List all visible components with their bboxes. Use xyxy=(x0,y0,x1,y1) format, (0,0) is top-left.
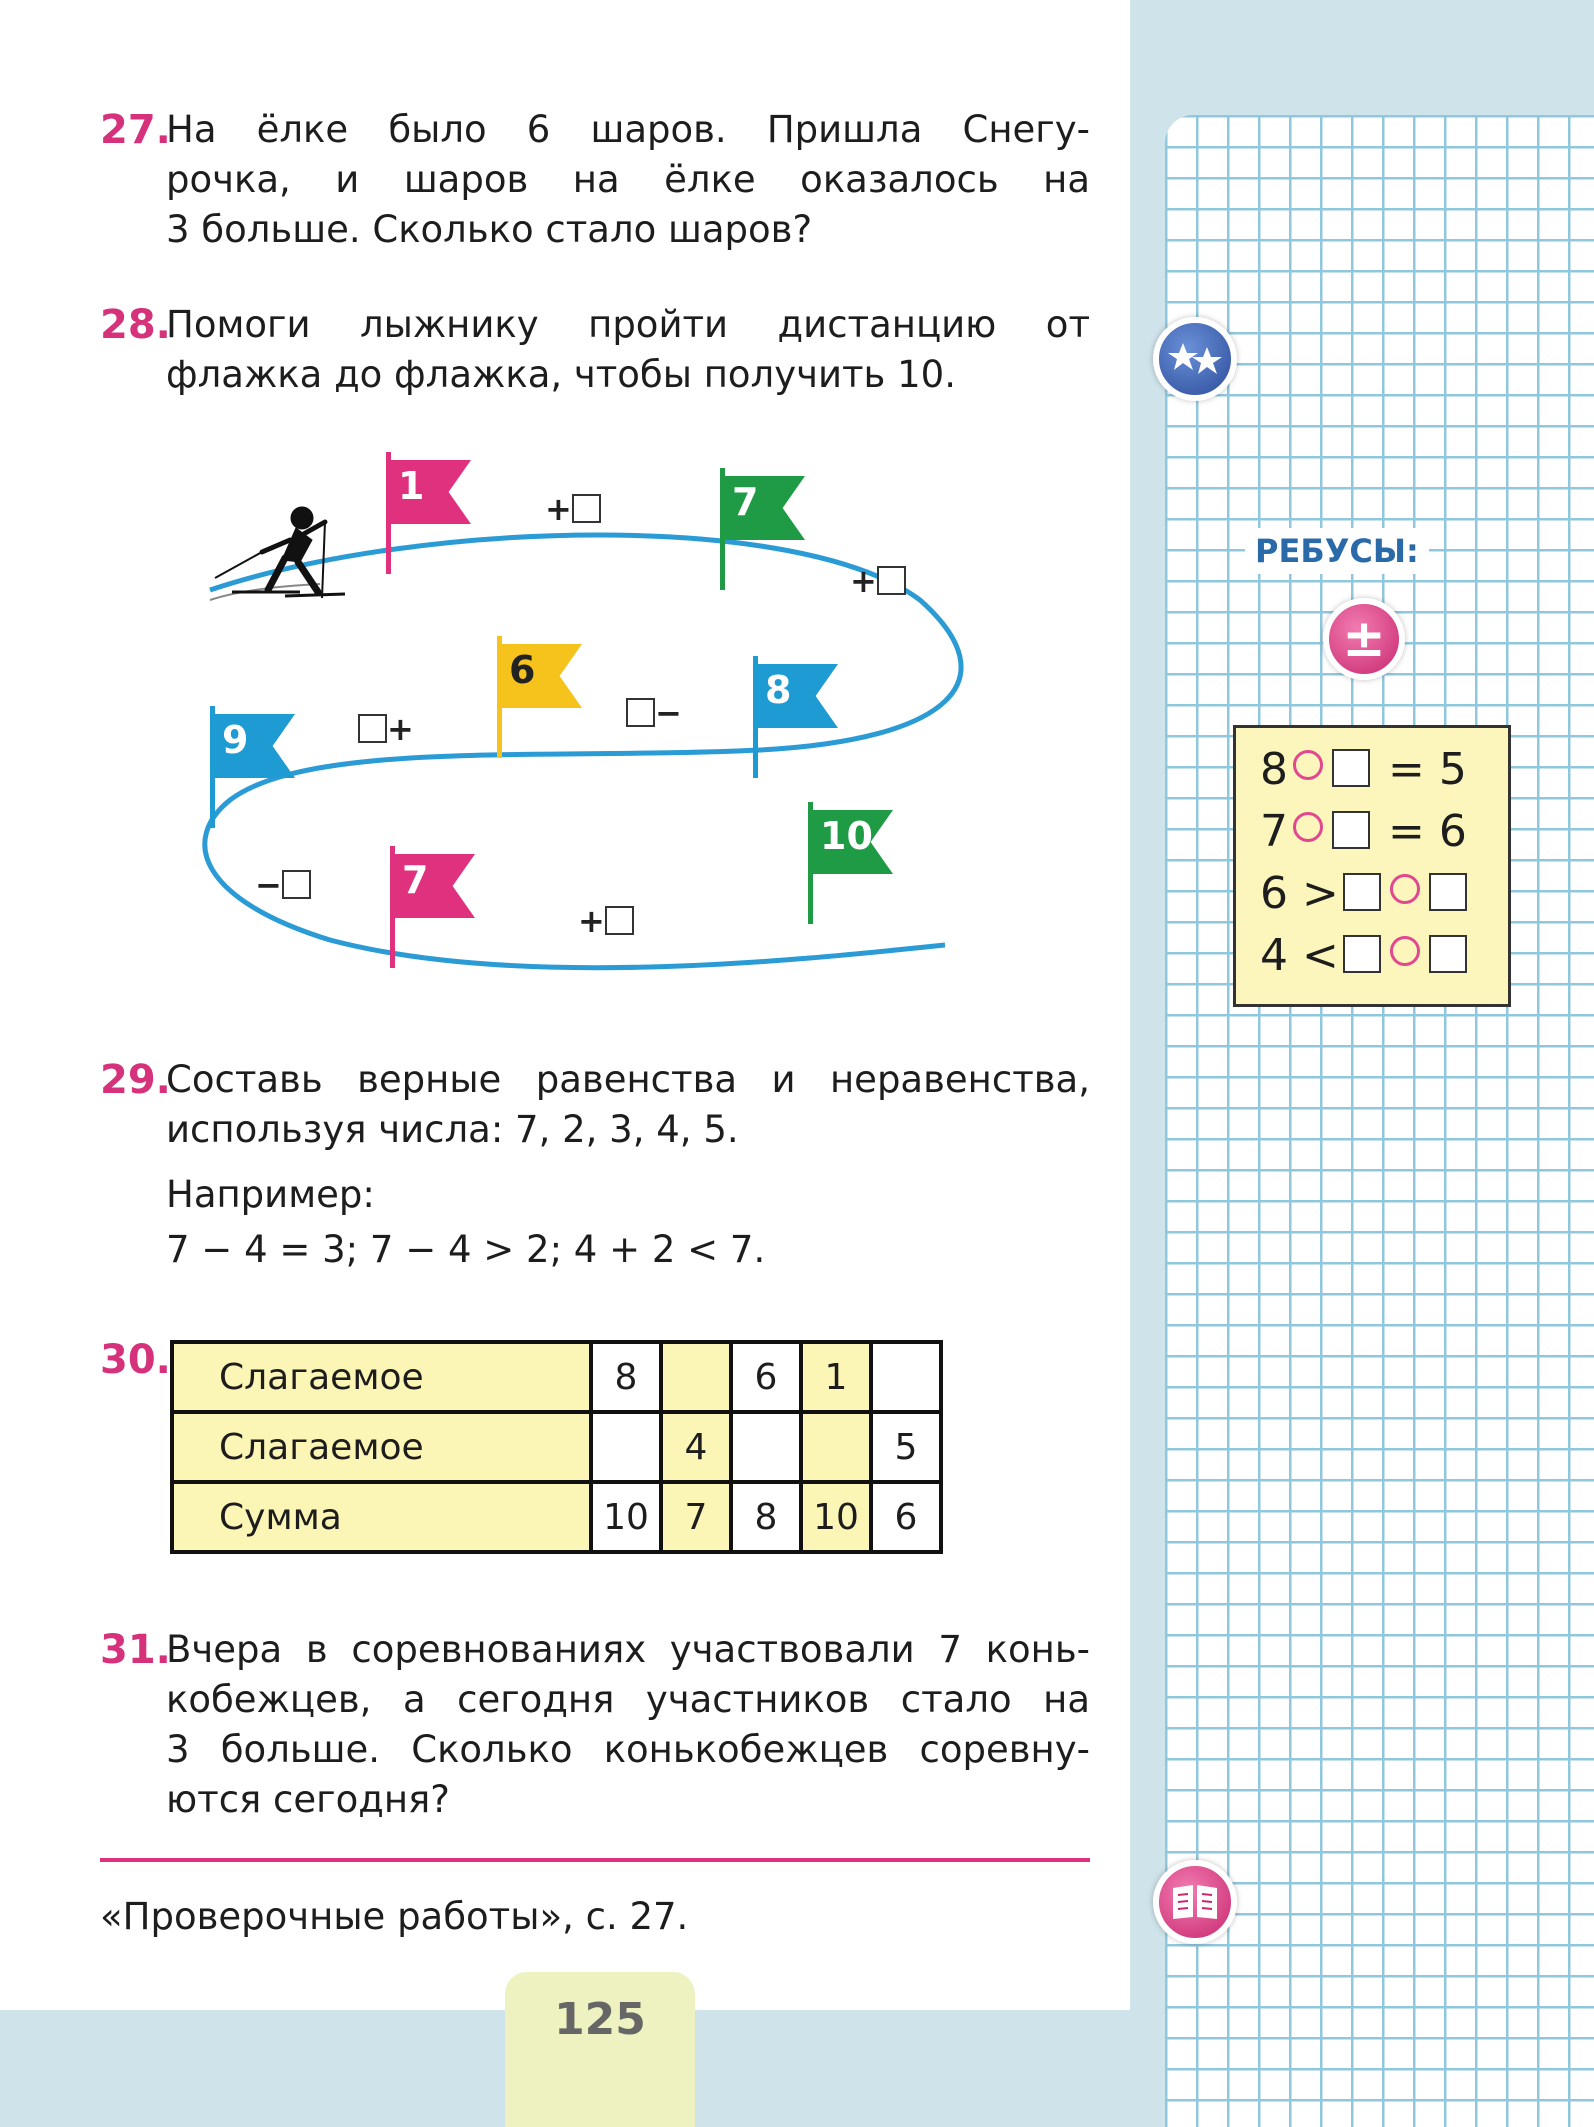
example-expression: 7 − 4 = 3; 7 − 4 > 2; 4 + 2 < 7. xyxy=(166,1228,766,1271)
table-cell: 10 xyxy=(591,1482,661,1552)
table-cell xyxy=(591,1412,661,1482)
task-text-line: Помоги лыжнику пройти дистанцию от xyxy=(166,303,1090,346)
task-31 xyxy=(100,1625,1090,1835)
table-cell: 1 xyxy=(801,1342,871,1412)
op-plus-box: + xyxy=(545,490,601,528)
rebus-row: 7 = 6 xyxy=(1260,806,1467,857)
book-badge xyxy=(1153,1860,1237,1944)
op-plus-box: + xyxy=(578,902,634,940)
blank-square xyxy=(877,566,906,595)
rebus-row: 4 < xyxy=(1260,930,1471,981)
table-cell: 4 xyxy=(661,1412,731,1482)
table-cell xyxy=(871,1342,941,1412)
op-box-plus: + xyxy=(358,710,414,748)
table-cell xyxy=(731,1412,801,1482)
row-label: Сумма xyxy=(172,1482,591,1552)
table-cell: 8 xyxy=(731,1482,801,1552)
blank-square xyxy=(605,906,634,935)
task-text-line: ются сегодня? xyxy=(166,1778,450,1821)
task-30 xyxy=(100,1335,180,1395)
row-label: Слагаемое xyxy=(172,1342,591,1412)
task-number: 30. xyxy=(100,1337,171,1383)
table-cell xyxy=(661,1342,731,1412)
stars-icon xyxy=(1168,339,1222,379)
op-minus-box: − xyxy=(255,866,311,904)
blank-square xyxy=(282,870,311,899)
rebus-box xyxy=(1233,725,1511,1007)
circle-icon xyxy=(1390,874,1420,904)
table-cell: 10 xyxy=(801,1482,871,1552)
table-cell: 5 xyxy=(871,1412,941,1482)
task-text-line: Составь верные равенства и неравенства, xyxy=(166,1058,1090,1101)
table-row xyxy=(172,1342,941,1412)
task-text-line: Вчера в соревнованиях участвовали 7 конь- xyxy=(166,1628,1090,1671)
blank-square xyxy=(358,714,387,743)
table-cell: 6 xyxy=(871,1482,941,1552)
task-number: 28. xyxy=(100,302,171,348)
rebus-row: 6 > xyxy=(1260,868,1471,919)
task-text-line: флажка до флажка, чтобы получить 10. xyxy=(166,353,956,396)
row-label: Слагаемое xyxy=(172,1412,591,1482)
table-row xyxy=(172,1412,941,1482)
op-box-minus: − xyxy=(626,694,682,732)
table-cell xyxy=(801,1412,871,1482)
circle-icon xyxy=(1293,812,1323,842)
task-text-line: На ёлке было 6 шаров. Пришла Снегу- xyxy=(166,108,1090,151)
task-number: 27. xyxy=(100,107,171,153)
stars-badge xyxy=(1153,317,1237,401)
blank-square xyxy=(1343,935,1381,973)
blank-square xyxy=(1332,749,1370,787)
task-29 xyxy=(100,1055,1090,1285)
blank-square xyxy=(1343,873,1381,911)
task-text-line: 3 больше. Сколько стало шаров? xyxy=(166,208,813,251)
task-text-line: используя числа: 7, 2, 3, 4, 5. xyxy=(166,1108,739,1151)
task-text-line: 3 больше. Сколько конькобежцев соревну- xyxy=(166,1728,1090,1771)
task-text-line: рочка, и шаров на ёлке оказалось на xyxy=(166,158,1090,201)
table-cell: 8 xyxy=(591,1342,661,1412)
op-plus-box: + xyxy=(850,562,906,600)
page-number-tab xyxy=(505,1972,695,2127)
blank-square xyxy=(572,494,601,523)
task-number: 29. xyxy=(100,1057,171,1103)
rebus-row: 8 = 5 xyxy=(1260,744,1467,795)
book-icon xyxy=(1170,1883,1220,1921)
blank-square xyxy=(626,698,655,727)
blank-square xyxy=(1429,873,1467,911)
plus-minus-badge xyxy=(1323,598,1405,680)
grid-margin xyxy=(1165,115,1594,2127)
table-cell: 7 xyxy=(661,1482,731,1552)
footer-divider xyxy=(100,1858,1090,1862)
example-label: Например: xyxy=(166,1173,375,1216)
task-text-line: кобежцев, а сегодня участников стало на xyxy=(166,1678,1090,1721)
table-row xyxy=(172,1482,941,1552)
blank-square xyxy=(1332,811,1370,849)
table-cell: 6 xyxy=(731,1342,801,1412)
task-number: 31. xyxy=(100,1627,171,1673)
circle-icon xyxy=(1293,750,1323,780)
page-number: 125 xyxy=(554,1994,646,2045)
addition-table xyxy=(170,1340,943,1554)
plus-minus-icon: ± xyxy=(1342,609,1386,669)
workbook-reference: «Проверочные работы», с. 27. xyxy=(100,1895,689,1938)
circle-icon xyxy=(1390,936,1420,966)
blank-square xyxy=(1429,935,1467,973)
rebus-title: РЕБУСЫ: xyxy=(1245,528,1429,574)
